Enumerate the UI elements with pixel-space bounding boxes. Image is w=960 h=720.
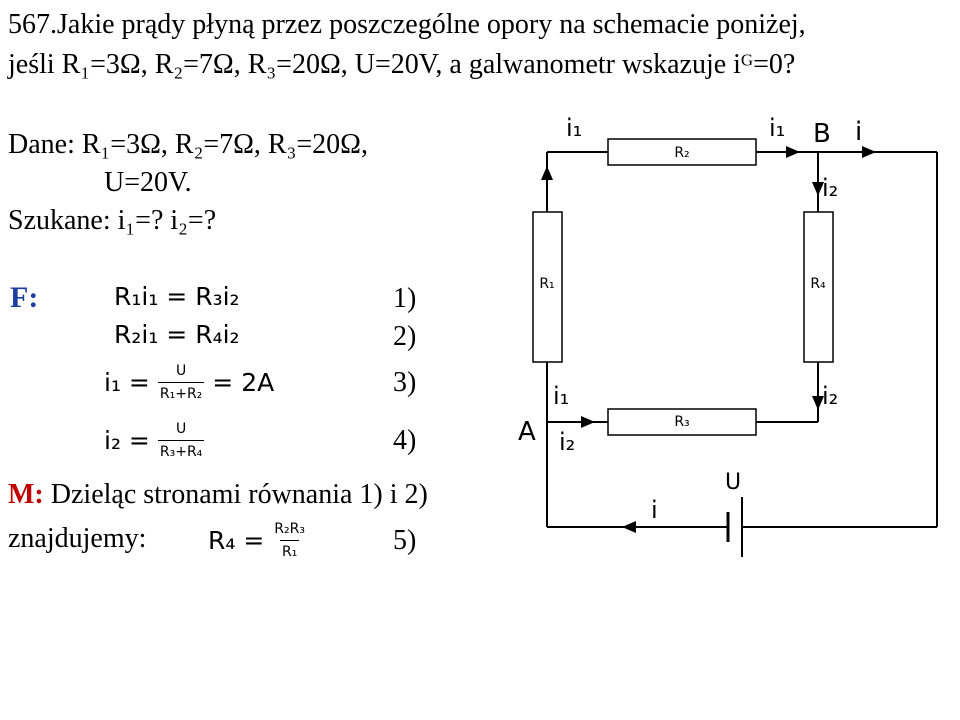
node-a-label: A <box>518 417 536 447</box>
label-r3: R₃ <box>674 414 690 430</box>
label-i1-top-right: i₁ <box>769 114 786 142</box>
equation-5-numerator: R₂R₃ <box>274 520 305 537</box>
equation-4-number: 4) <box>393 425 417 456</box>
equation-5-lhs: R₄ = <box>208 525 265 555</box>
equation-1-number: 1) <box>393 283 417 314</box>
label-i2-right: i₂ <box>822 174 839 202</box>
node-b-label: B <box>813 119 831 149</box>
label-i2-node-a: i₂ <box>559 428 576 456</box>
circuit-wires <box>547 152 937 527</box>
equation-2-number: 2) <box>393 321 417 352</box>
label-i1-top-left: i₁ <box>566 114 583 142</box>
arrow-up-left <box>541 166 553 180</box>
equation-2: R₂i₁ = R₄i₂ <box>114 320 240 349</box>
label-i1-bottom-left: i₁ <box>553 382 570 410</box>
given-line-2: U=20V. <box>104 167 192 198</box>
problem-line-2: jeśli R₁=3Ω, R₂=7Ω, R₃=20Ω, U=20V, a galwanometr wskazuje iᴳ=0? <box>8 49 796 80</box>
equation-1: R₁i₁ = R₃i₂ <box>114 282 240 311</box>
equation-3-number: 3) <box>393 367 417 398</box>
equation-5-denominator: R₁ <box>280 540 299 561</box>
label-r4: R₄ <box>810 276 826 292</box>
label-voltage-u: U <box>725 470 742 495</box>
equation-4-lhs: i₂ = <box>104 425 150 455</box>
equation-3-lhs: i₁ = <box>104 367 150 397</box>
arrow-left-bottom <box>622 521 636 533</box>
label-r2: R₂ <box>674 145 690 161</box>
label-i2-bottom-right: i₂ <box>822 382 839 410</box>
arrow-right-top-mid <box>786 146 800 158</box>
equation-5-number: 5) <box>393 525 417 556</box>
method-label: M: <box>8 479 44 510</box>
arrow-right-r3 <box>581 416 595 428</box>
given-line-1: Dane: R₁=3Ω, R₂=7Ω, R₃=20Ω, <box>8 129 368 160</box>
equation-4-numerator: U <box>175 420 187 437</box>
label-r1: R₁ <box>539 276 555 292</box>
method-text: Dzieląc stronami równania 1) i 2) <box>43 479 428 510</box>
label-i-top: i <box>855 117 863 147</box>
equation-3-denominator: R₁+R₂ <box>158 382 204 403</box>
arrow-right-top-end <box>862 146 876 158</box>
equation-3-numerator: U <box>175 362 187 379</box>
equation-3-rhs: = 2A <box>212 367 275 397</box>
sought-line: Szukane: i₁=? i₂=? <box>8 205 217 236</box>
problem-line-1: 567.Jakie prądy płyną przez poszczególne opory na schemacie poniżej, <box>8 9 806 40</box>
equation-4-denominator: R₃+R₄ <box>158 440 204 461</box>
find-label: znajdujemy: <box>8 523 147 554</box>
physics-label: F: <box>10 281 39 314</box>
label-i-bottom: i <box>651 496 658 524</box>
